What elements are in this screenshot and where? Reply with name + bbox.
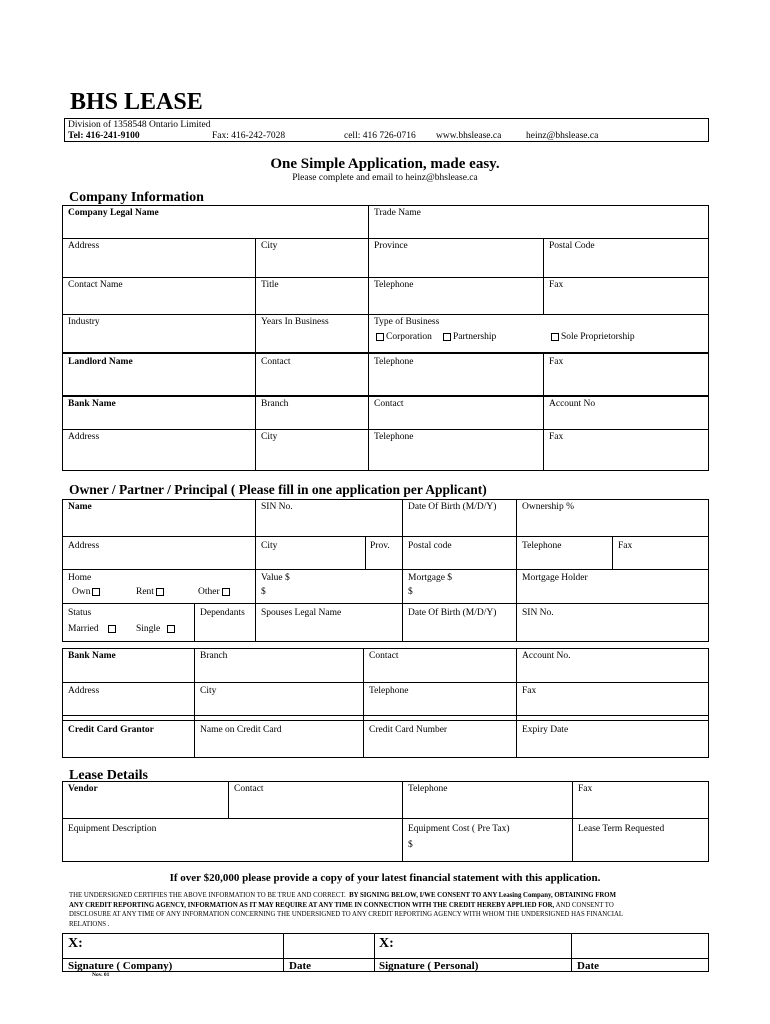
bank-city-label: City (261, 432, 278, 442)
owner-bank-address-label: Address (68, 686, 100, 696)
credit-card-grantor-label: Credit Card Grantor (68, 725, 154, 735)
own-label: Own (72, 587, 91, 597)
bank-telephone-label: Telephone (374, 432, 414, 442)
bank-branch-label: Branch (261, 399, 289, 409)
home-value-label: Value $ (261, 573, 290, 583)
other-label: Other (198, 587, 220, 597)
personal-signature-field[interactable]: X: (379, 936, 394, 951)
bank-contact-label: Contact (374, 399, 404, 409)
vendor-fax-label: Fax (578, 784, 593, 794)
single-option[interactable] (136, 624, 177, 635)
contact-title-label: Title (261, 280, 279, 290)
landlord-fax-label: Fax (549, 357, 564, 367)
tel-text: Tel: 416-241-9100 (68, 131, 140, 141)
single-label: Single (136, 624, 161, 634)
years-in-business-label: Years In Business (261, 317, 329, 327)
partnership-checkbox[interactable] (443, 333, 451, 341)
signature-company-label: Signature ( Company) (68, 960, 173, 972)
lease-section (62, 781, 709, 862)
rent-option[interactable] (136, 587, 166, 598)
card-number-label: Credit Card Number (369, 725, 448, 735)
owner-bank-city-label: City (200, 686, 217, 696)
married-checkbox[interactable] (108, 625, 116, 633)
owner-bank-contact-label: Contact (369, 651, 399, 661)
owner-sin-label: SIN No. (261, 502, 293, 512)
brand-title: BHS LEASE (70, 89, 203, 115)
owner-bank-branch-label: Branch (200, 651, 228, 661)
consent-disclaimer (69, 891, 709, 929)
revision-label: Nov. 01 (92, 972, 110, 978)
equipment-cost-label: Equipment Cost ( Pre Tax) (408, 824, 510, 834)
owner-name-label: Name (68, 502, 92, 512)
married-label: Married (68, 624, 99, 634)
mortgage-label: Mortgage $ (408, 573, 453, 583)
other-option[interactable] (198, 587, 232, 598)
owner-bank-account-label: Account No. (522, 651, 571, 661)
owner-section (62, 499, 709, 642)
owner-bank-section (62, 648, 709, 758)
disclaimer-line-1a: THE UNDERSIGNED CERTIFIES THE ABOVE INFORMATION TO BE TRUE AND CORRECT. (69, 892, 346, 899)
equipment-description-label: Equipment Description (68, 824, 157, 834)
rent-label: Rent (136, 587, 154, 597)
own-option[interactable] (72, 587, 102, 598)
vendor-telephone-label: Telephone (408, 784, 448, 794)
mortgage-holder-label: Mortgage Holder (522, 573, 588, 583)
date-company-label: Date (289, 960, 311, 972)
company-address-label: Address (68, 241, 100, 251)
division-text: Division of 1358548 Ontario Limited (68, 120, 211, 130)
corporation-label: Corporation (386, 332, 432, 342)
trade-name-label: Trade Name (374, 208, 421, 218)
lease-heading: Lease Details (69, 768, 148, 783)
bank-address-label: Address (68, 432, 100, 442)
signature-personal-label: Signature ( Personal) (379, 960, 479, 972)
company-city-label: City (261, 241, 278, 251)
partnership-label: Partnership (453, 332, 497, 342)
owner-bank-name-label: Bank Name (68, 651, 116, 661)
company-fax-label: Fax (549, 280, 564, 290)
company-province-label: Province (374, 241, 408, 251)
email-link[interactable]: heinz@bhslease.ca (526, 131, 599, 141)
owner-fax-label: Fax (618, 541, 633, 551)
other-checkbox[interactable] (222, 588, 230, 596)
fax-text: Fax: 416-242-7028 (212, 131, 286, 141)
expiry-date-label: Expiry Date (522, 725, 569, 735)
name-on-card-label: Name on Credit Card (200, 725, 282, 735)
spouse-sin-label: SIN No. (522, 608, 554, 618)
landlord-name-label: Landlord Name (68, 357, 133, 367)
single-checkbox[interactable] (167, 625, 175, 633)
spouse-dob-label: Date Of Birth (M/D/Y) (408, 608, 497, 618)
corporation-checkbox[interactable] (376, 333, 384, 341)
bank-fax-label: Fax (549, 432, 564, 442)
company-telephone-label: Telephone (374, 280, 414, 290)
owner-postal-label: Postal code (408, 541, 452, 551)
owner-telephone-label: Telephone (522, 541, 562, 551)
ownership-percent-label: Ownership % (522, 502, 574, 512)
disclaimer-line-2a: ANY CREDIT REPORTING AGENCY, INFORMATION AS IT MAY REQUIRE AT ANY TIME IN CONNECTION WITH THE CREDIT HEREBY APPLIED FOR, (69, 901, 555, 909)
bank-account-label: Account No (549, 399, 596, 409)
landlord-contact-label: Contact (261, 357, 291, 367)
status-label: Status (68, 608, 92, 618)
vendor-label: Vendor (68, 784, 98, 794)
company-heading: Company Information (69, 190, 204, 205)
contact-name-label: Contact Name (68, 280, 123, 290)
owner-address-label: Address (68, 541, 100, 551)
partnership-option[interactable] (441, 332, 496, 343)
rent-checkbox[interactable] (156, 588, 164, 596)
owner-bank-telephone-label: Telephone (369, 686, 409, 696)
home-label: Home (68, 573, 92, 583)
disclaimer-line-4: RELATIONS . (69, 920, 110, 928)
disclaimer-line-1b: BY SIGNING BELOW, I/WE CONSENT TO ANY Leasing Company, OBTAINING FROM (349, 892, 617, 899)
type-of-business-label: Type of Business (374, 317, 440, 327)
company-legal-name-label: Company Legal Name (68, 208, 159, 218)
dependants-label: Dependants (200, 608, 245, 618)
own-checkbox[interactable] (92, 588, 100, 596)
owner-city-label: City (261, 541, 278, 551)
sole-proprietorship-label: Sole Proprietorship (561, 332, 635, 342)
vendor-contact-label: Contact (234, 784, 264, 794)
form-title: One Simple Application, made easy. (270, 156, 500, 172)
equipment-cost-dollar: $ (408, 840, 413, 850)
corporation-option[interactable] (374, 332, 432, 343)
form-subtitle: Please complete and email to heinz@bhslease.ca (292, 173, 478, 183)
lease-term-label: Lease Term Requested (578, 824, 665, 834)
bank-name-label: Bank Name (68, 399, 116, 409)
owner-bank-fax-label: Fax (522, 686, 537, 696)
industry-label: Industry (68, 317, 100, 327)
website-link[interactable]: www.bhslease.ca (436, 131, 502, 141)
spouse-name-label: Spouses Legal Name (261, 608, 342, 618)
sole-proprietorship-option[interactable] (549, 332, 635, 343)
disclaimer-line-2b: AND CONSENT TO (554, 901, 614, 909)
home-value-dollar: $ (261, 587, 266, 597)
owner-prov-label: Prov. (370, 541, 390, 551)
married-option[interactable] (68, 624, 118, 635)
landlord-telephone-label: Telephone (374, 357, 414, 367)
disclaimer-line-3: DISCLOSURE AT ANY TIME OF ANY INFORMATION CONCERNING THE UNDERSIGNED TO ANY CREDIT REPORTING AGENCY WITH WHOM THE UNDERSIGNED HAS FINANCIAL (69, 911, 624, 918)
financial-statement-notice: If over $20,000 please provide a copy of your latest financial statement with this application. (169, 872, 601, 884)
company-postal-label: Postal Code (549, 241, 595, 251)
date-personal-label: Date (577, 960, 599, 972)
owner-heading: Owner / Partner / Principal ( Please fill in one application per Applicant) (69, 482, 487, 497)
cell-text: cell: 416 726-0716 (344, 131, 416, 141)
company-signature-field[interactable]: X: (68, 936, 83, 951)
owner-dob-label: Date Of Birth (M/D/Y) (408, 502, 497, 512)
mortgage-dollar: $ (408, 587, 413, 597)
sole-proprietorship-checkbox[interactable] (551, 333, 559, 341)
